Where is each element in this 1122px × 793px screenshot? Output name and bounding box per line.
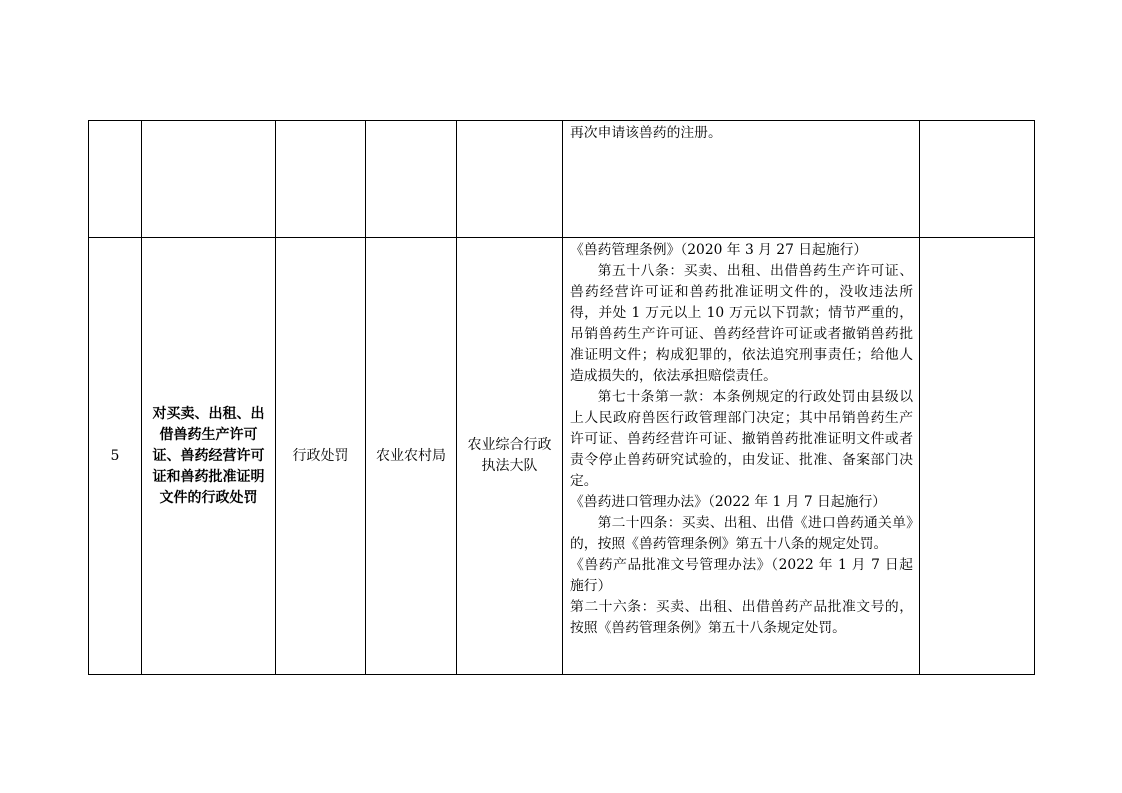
cell-department-empty <box>366 121 457 238</box>
basis-paragraph: 《兽药产品批准文号管理办法》（2022 年 1 月 7 日起施行） <box>570 557 913 594</box>
cell-legal-basis <box>563 238 920 675</box>
cell-basis-continued <box>563 121 920 238</box>
table-row <box>89 238 1035 675</box>
cell-number: 5 <box>89 238 142 675</box>
basis-paragraph: 《兽药进口管理办法》（2022 年 1 月 7 日起施行） <box>570 494 887 510</box>
basis-paragraph: 第二十六条：买卖、出租、出借兽药产品批准文号的，按照《兽药管理条例》第五十八条规定处罚。 <box>570 599 913 636</box>
cell-item-name: 对买卖、出租、出借兽药生产许可证、兽药经营许可证和兽药批准证明文件的行政处罚 <box>142 238 276 675</box>
cell-department: 农业农村局 <box>366 238 457 675</box>
basis-paragraph: 第五十八条：买卖、出租、出借兽药生产许可证、兽药经营许可证和兽药批准证明文件的，没收违法所得，并处 1 万元以上 10 万元以下罚款；情节严重的，吊销兽药生产许可证、兽药经营许可证或者撤销兽药批准证明文件；构成犯罪的，依法追究刑事责任；给他人造成损失的，依法承担赔偿责任。 <box>570 263 913 384</box>
table-row-continued <box>89 121 1035 238</box>
basis-continued-text: 再次申请该兽药的注册。 <box>570 125 722 141</box>
cell-category: 行政处罚 <box>276 238 366 675</box>
cell-executor-empty <box>457 121 563 238</box>
basis-paragraph: 第二十四条：买卖、出租、出借《进口兽药通关单》的，按照《兽药管理条例》第五十八条的规定处罚。 <box>570 515 913 552</box>
enforcement-table <box>88 120 1035 675</box>
cell-category-empty <box>276 121 366 238</box>
basis-paragraph: 第七十条第一款：本条例规定的行政处罚由县级以上人民政府兽医行政管理部门决定；其中吊销兽药生产许可证、兽药经营许可证、撤销兽药批准证明文件或者责令停止兽药研究试验的，由发证、批准、备案部门决定。 <box>570 389 913 489</box>
cell-remarks-empty <box>920 121 1035 238</box>
cell-executor: 农业综合行政执法大队 <box>457 238 563 675</box>
cell-number-empty <box>89 121 142 238</box>
cell-item-name-empty <box>142 121 276 238</box>
basis-paragraph: 《兽药管理条例》（2020 年 3 月 27 日起施行） <box>570 242 868 258</box>
cell-remarks <box>920 238 1035 675</box>
